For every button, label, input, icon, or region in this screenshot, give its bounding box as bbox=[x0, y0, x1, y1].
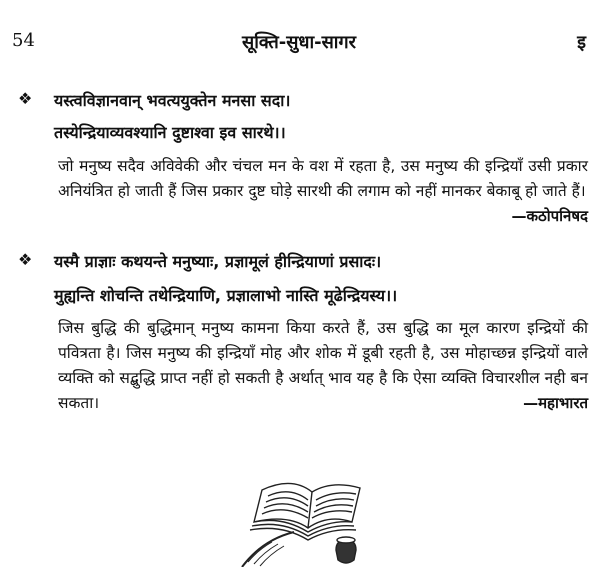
page-header bbox=[12, 30, 586, 58]
verse-text: मुह्यन्ति शोचन्ति तथेन्द्रियाणि, प्रज्ञालाभो नास्ति मूढेन्द्रियस्य।। bbox=[54, 286, 398, 305]
meaning-paragraph bbox=[58, 154, 588, 229]
open-book-illustration-icon bbox=[232, 470, 382, 567]
meaning-paragraph bbox=[58, 316, 588, 416]
source-citation: —महाभारत bbox=[523, 394, 588, 412]
diamond-bullet-icon: ❖ bbox=[18, 250, 33, 269]
page-number: 54 bbox=[12, 30, 35, 51]
meaning-text: जो मनुष्य सदैव अविवेकी और चंचल मन के वश में रहता है, उस मनुष्य की इन्द्रियाँ उसी प्रकार अनियंत्रित हो जाती हैं जिस प्रकार दुष्ट घोड़े सारथी की लगाम को नहीं मानकर बेकाबू हो जाते हैं। bbox=[58, 157, 588, 200]
chapter-letter: इ bbox=[577, 32, 586, 53]
diamond-bullet-icon: ❖ bbox=[18, 89, 33, 108]
verse-text: तस्येन्द्रियाव्यवश्यानि दुष्टाश्वा इव सारथे।। bbox=[54, 123, 286, 142]
meaning-text: जिस बुद्धि की बुद्धिमान् मनुष्य कामना किया करते हैं, उस बुद्धि का मूल कारण इन्द्रियों की पवित्रता है। जिस मनुष्य की इन्द्रियाँ मोह और शोक में डूबी रहती है, उस मोहाच्छन्न इन्द्रियों वाले व्यक्ति को सद्बुद्धि प्राप्त नहीं हो सकती है अर्थात् भाव यह है कि ऐसा व्यक्ति विचारशील नही बन सकता। bbox=[58, 319, 588, 412]
page-title: सूक्ति-सुधा-सागर bbox=[242, 32, 356, 53]
verse-text: यस्त्वविज्ञानवान् भवत्ययुक्तेन मनसा सदा। bbox=[54, 91, 291, 110]
source-citation: —कठोपनिषद bbox=[511, 207, 588, 225]
verse-text: यस्मै प्राज्ञाः कथयन्ते मनुष्याः, प्रज्ञामूलं हीन्द्रियाणां प्रसादः। bbox=[54, 252, 382, 271]
